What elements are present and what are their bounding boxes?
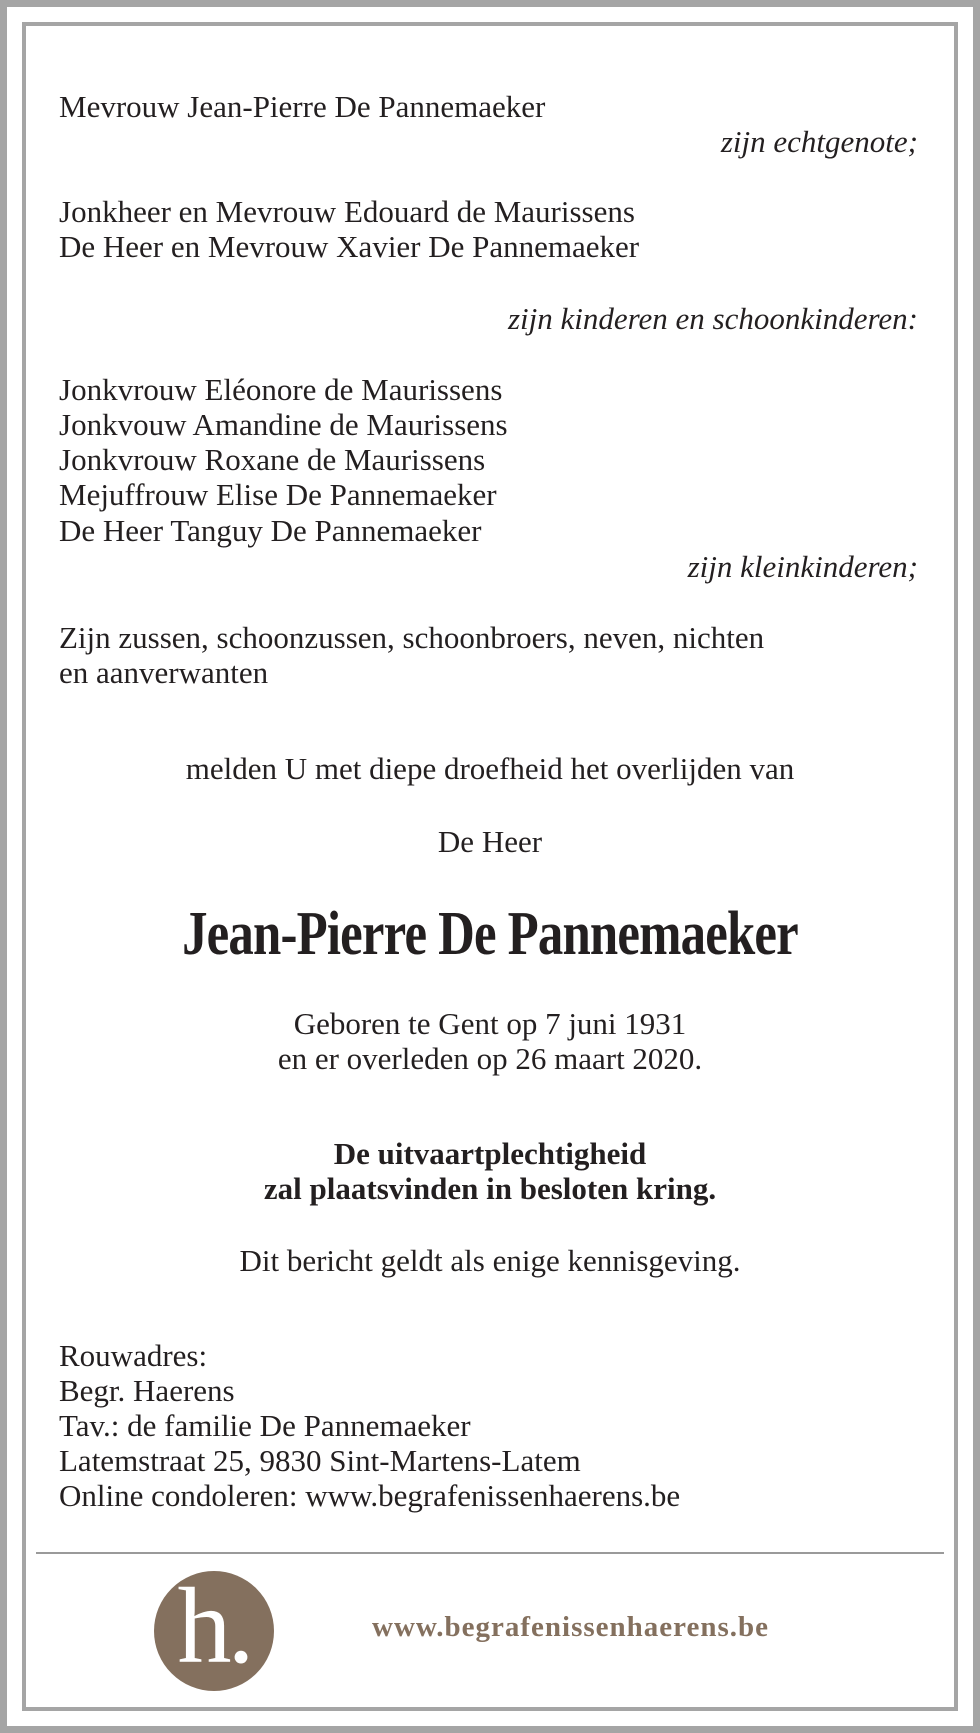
relatives-line: Zijn zussen, schoonzussen, schoonbroers, neven, nichten — [59, 620, 765, 655]
birth-line: Geboren te Gent op 7 juni 1931 — [293, 1006, 687, 1041]
child-line: Jonkheer en Mevrouw Edouard de Maurissens — [59, 194, 635, 229]
logo-letter: h. — [177, 1567, 251, 1686]
address-heading: Rouwadres: — [59, 1338, 208, 1373]
address-line: Tav.: de familie De Pannemaeker — [59, 1408, 471, 1443]
children-relation: zijn kinderen en schoonkinderen: — [507, 301, 918, 336]
funeral-line: zal plaatsvinden in besloten kring. — [263, 1171, 717, 1206]
honorific-title: De Heer — [437, 824, 543, 859]
spouse-relation: zijn echtgenote; — [720, 124, 918, 159]
grandchild-line: Mejuffrouw Elise De Pannemaeker — [59, 477, 497, 512]
address-line: Begr. Haerens — [59, 1373, 235, 1408]
child-line: De Heer en Mevrouw Xavier De Pannemaeker — [59, 229, 640, 264]
grandchild-line: De Heer Tanguy De Pannemaeker — [59, 513, 482, 548]
announcement-intro: melden U met diepe droefheid het overlijden van — [185, 751, 795, 786]
deceased-name: Jean-Pierre De Pannemaeker — [182, 900, 798, 968]
funeral-line: De uitvaartplechtigheid — [333, 1136, 647, 1171]
spouse-name: Mevrouw Jean-Pierre De Pannemaeker — [59, 89, 546, 124]
grandchild-line: Jonkvrouw Eléonore de Maurissens — [59, 372, 503, 407]
address-line: Latemstraat 25, 9830 Sint-Martens-Latem — [59, 1443, 581, 1478]
footer-website-link[interactable]: www.begrafenissenhaerens.be — [372, 1611, 770, 1643]
death-line: en er overleden op 26 maart 2020. — [277, 1041, 703, 1076]
relatives-line: en aanverwanten — [59, 655, 269, 690]
haerens-logo — [154, 1567, 274, 1691]
online-condolence-line: Online condoleren: www.begrafenissenhaerens.be — [59, 1478, 681, 1513]
grandchild-line: Jonkvrouw Roxane de Maurissens — [59, 442, 486, 477]
notice-line: Dit bericht geldt als enige kennisgeving. — [239, 1243, 741, 1278]
footer-divider — [36, 1552, 944, 1554]
grandchildren-relation: zijn kleinkinderen; — [687, 549, 918, 584]
grandchild-line: Jonkvouw Amandine de Maurissens — [59, 407, 508, 442]
